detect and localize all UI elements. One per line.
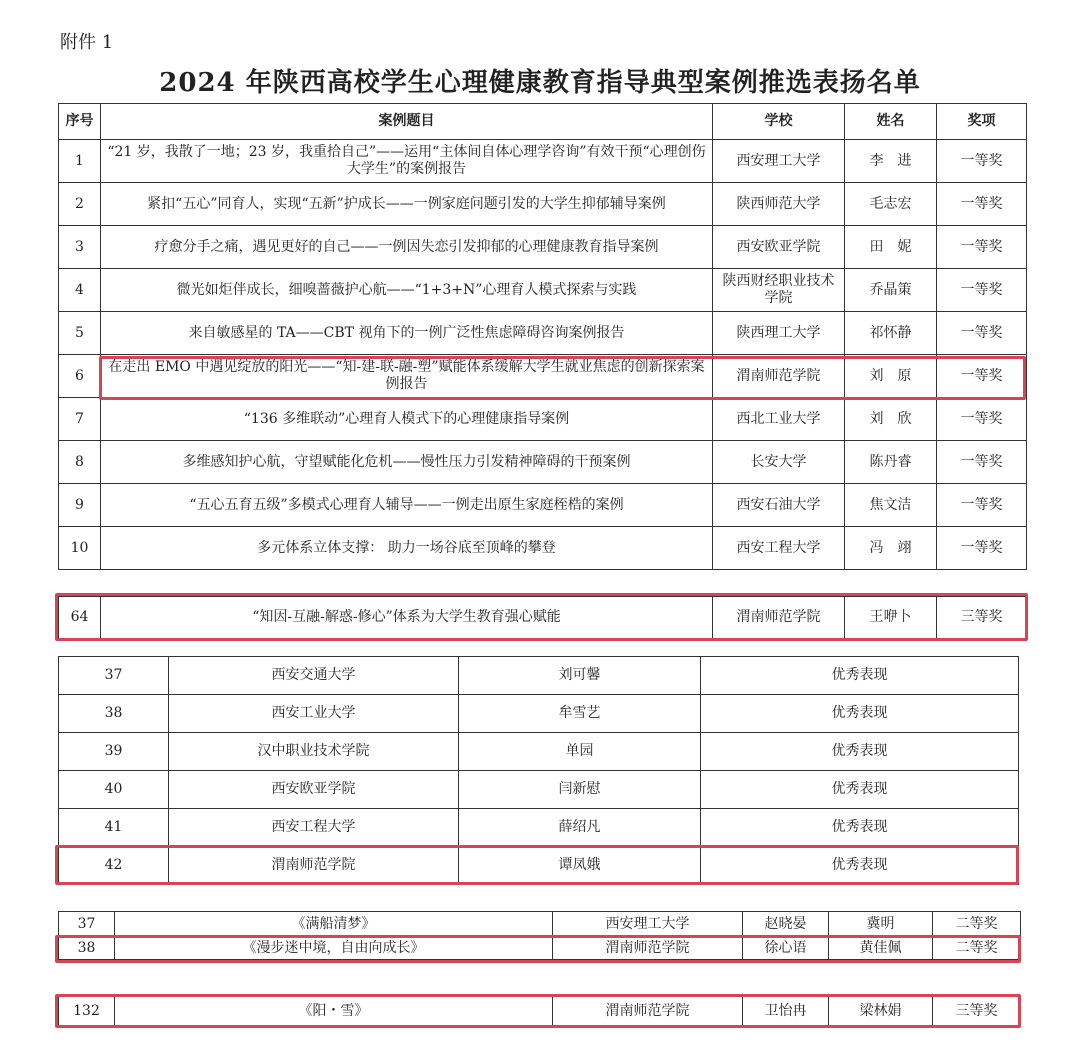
cell-award: 优秀表现 [701,847,1019,885]
cell-name: 毛志宏 [845,183,937,226]
cell-index: 2 [59,183,101,226]
cell-school: 陕西财经职业技术学院 [713,269,845,312]
cell-school: 陕西理工大学 [713,312,845,355]
table-row [59,733,1019,771]
cell-award: 一等奖 [937,484,1027,527]
cell-index: 4 [59,269,101,312]
cell-name: 乔晶策 [845,269,937,312]
table-row [59,912,1021,936]
cell-student: 徐心语 [743,936,829,960]
cell-award: 一等奖 [937,441,1027,484]
cell-school: 渭南师范学院 [553,936,743,960]
header-case-title: 案例题目 [101,104,713,140]
cell-name: 李 进 [845,140,937,183]
cell-name: 刘可馨 [459,657,701,695]
cell-school: 西安交通大学 [169,657,459,695]
table-row [59,527,1027,570]
cell-index: 6 [59,355,101,398]
cell-case-title: “136 多维联动”心理育人模式下的心理健康指导案例 [101,398,713,441]
cell-case-title: “21 岁，我散了一地；23 岁，我重拾自己”——运用“主体间自体心理学咨询”有效干预“心理创伤大学生”的案例报告 [101,140,713,183]
cell-award: 优秀表现 [701,733,1019,771]
header-index: 序号 [59,104,101,140]
document-title: 2024 年陕西高校学生心理健康教育指导典型案例推选表扬名单 [159,68,921,98]
cell-case-title: 在走出 EMO 中遇见绽放的阳光——“知-建-联-融-塑”赋能体系缓解大学生就业焦虑的创新探索案例报告 [101,355,713,398]
highlight-row-64 [55,593,1028,641]
cell-school: 西安工业大学 [169,695,459,733]
cell-name: 王咿卜 [845,597,937,639]
cell-advisor: 梁林娟 [829,997,933,1027]
cell-case-title: 疗愈分手之痛，遇见更好的自己——一例因失恋引发抑郁的心理健康教育指导案例 [101,226,713,269]
cell-award: 三等奖 [933,997,1021,1027]
cell-index: 39 [59,733,169,771]
cell-school: 汉中职业技术学院 [169,733,459,771]
cell-name: 焦文洁 [845,484,937,527]
highlight-row-42 [55,845,1019,885]
cell-case-title: “知因-互融-解惑-修心”体系为大学生教育强心赋能 [101,597,713,639]
cell-index: 1 [59,140,101,183]
cell-school: 西安工程大学 [169,809,459,847]
cell-award: 一等奖 [937,312,1027,355]
cell-award: 一等奖 [937,140,1027,183]
main-award-table [58,103,1027,570]
table-row [59,809,1019,847]
cell-name: 刘 原 [845,355,937,398]
cell-student: 赵晓晏 [743,912,829,936]
cell-index: 8 [59,441,101,484]
cell-index: 10 [59,527,101,570]
attachment-label: 附件 1 [60,32,114,53]
cell-advisor: 冀明 [829,912,933,936]
cell-index: 40 [59,771,169,809]
cell-case-title: 紧扣“五心”同育人，实现“五新”护成长——一例家庭问题引发的大学生抑郁辅导案例 [101,183,713,226]
cell-work-title: 《漫步迷中境，自由向成长》 [115,936,553,960]
header-school: 学校 [713,104,845,140]
cell-award: 二等奖 [933,912,1021,936]
cell-award: 一等奖 [937,355,1027,398]
cell-school: 西安工程大学 [713,527,845,570]
cell-name: 闫新慰 [459,771,701,809]
cell-work-title: 《阳・雪》 [115,997,553,1027]
cell-index: 37 [59,657,169,695]
cell-index: 64 [59,597,101,639]
cell-school: 西安石油大学 [713,484,845,527]
cell-award: 二等奖 [933,936,1021,960]
table-row [59,226,1027,269]
cell-school: 西安理工大学 [713,140,845,183]
cell-case-title: 微光如炬伴成长，细嗅蔷薇护心航——“1+3+N”心理育人模式探索与实践 [101,269,713,312]
cell-award: 优秀表现 [701,771,1019,809]
table-row [59,312,1027,355]
cell-work-title: 《满船清梦》 [115,912,553,936]
cell-award: 优秀表现 [701,809,1019,847]
table-row [59,657,1019,695]
table-row [59,269,1027,312]
cell-index: 42 [59,847,169,885]
cell-name: 冯 翊 [845,527,937,570]
cell-index: 9 [59,484,101,527]
cell-student: 卫怡冉 [743,997,829,1027]
cell-award: 优秀表现 [701,695,1019,733]
cell-name: 谭凤娥 [459,847,701,885]
highlight-row-38 [55,935,1021,963]
cell-school: 渭南师范学院 [169,847,459,885]
cell-name: 田 妮 [845,226,937,269]
cell-award: 三等奖 [937,597,1027,639]
cell-index: 7 [59,398,101,441]
cell-name: 刘 欣 [845,398,937,441]
table-header-row [59,104,1027,140]
cell-case-title: “五心五育五级”多模式心理育人辅导——一例走出原生家庭桎梏的案例 [101,484,713,527]
cell-index: 38 [59,695,169,733]
header-name: 姓名 [845,104,937,140]
cell-name: 薛绍凡 [459,809,701,847]
cell-case-title: 多维感知护心航，守望赋能化危机——慢性压力引发精神障碍的干预案例 [101,441,713,484]
cell-index: 3 [59,226,101,269]
cell-award: 一等奖 [937,226,1027,269]
cell-award: 优秀表现 [701,657,1019,695]
cell-case-title: 多元体系立体支撑： 助力一场谷底至顶峰的攀登 [101,527,713,570]
cell-school: 长安大学 [713,441,845,484]
cell-school: 西北工业大学 [713,398,845,441]
cell-school: 陕西师范大学 [713,183,845,226]
cell-index: 132 [59,997,115,1027]
cell-index: 5 [59,312,101,355]
torn-edge [56,572,1030,592]
highlight-row-6 [99,356,1026,400]
cell-name: 陈丹睿 [845,441,937,484]
cell-index: 41 [59,809,169,847]
cell-school: 渭南师范学院 [713,597,845,639]
table-row [59,398,1027,441]
table-row [59,140,1027,183]
cell-school: 西安欧亚学院 [713,226,845,269]
cell-school: 渭南师范学院 [553,997,743,1027]
cell-name: 祁怀静 [845,312,937,355]
cell-award: 一等奖 [937,269,1027,312]
cell-case-title: 来自敏感星的 TA——CBT 视角下的一例广泛性焦虑障碍咨询案例报告 [101,312,713,355]
cell-name: 牟雪艺 [459,695,701,733]
table-row [59,695,1019,733]
cell-award: 一等奖 [937,398,1027,441]
table-row [59,183,1027,226]
cell-school: 西安理工大学 [553,912,743,936]
cell-name: 单园 [459,733,701,771]
cell-index: 37 [59,912,115,936]
cell-award: 一等奖 [937,527,1027,570]
table-row [59,771,1019,809]
cell-advisor: 黄佳佩 [829,936,933,960]
table-row [59,484,1027,527]
cell-index: 38 [59,936,115,960]
cell-award: 一等奖 [937,183,1027,226]
table-row [59,441,1027,484]
header-award: 奖项 [937,104,1027,140]
highlight-row-132 [55,994,1021,1028]
cell-school: 渭南师范学院 [713,355,845,398]
cell-school: 西安欧亚学院 [169,771,459,809]
